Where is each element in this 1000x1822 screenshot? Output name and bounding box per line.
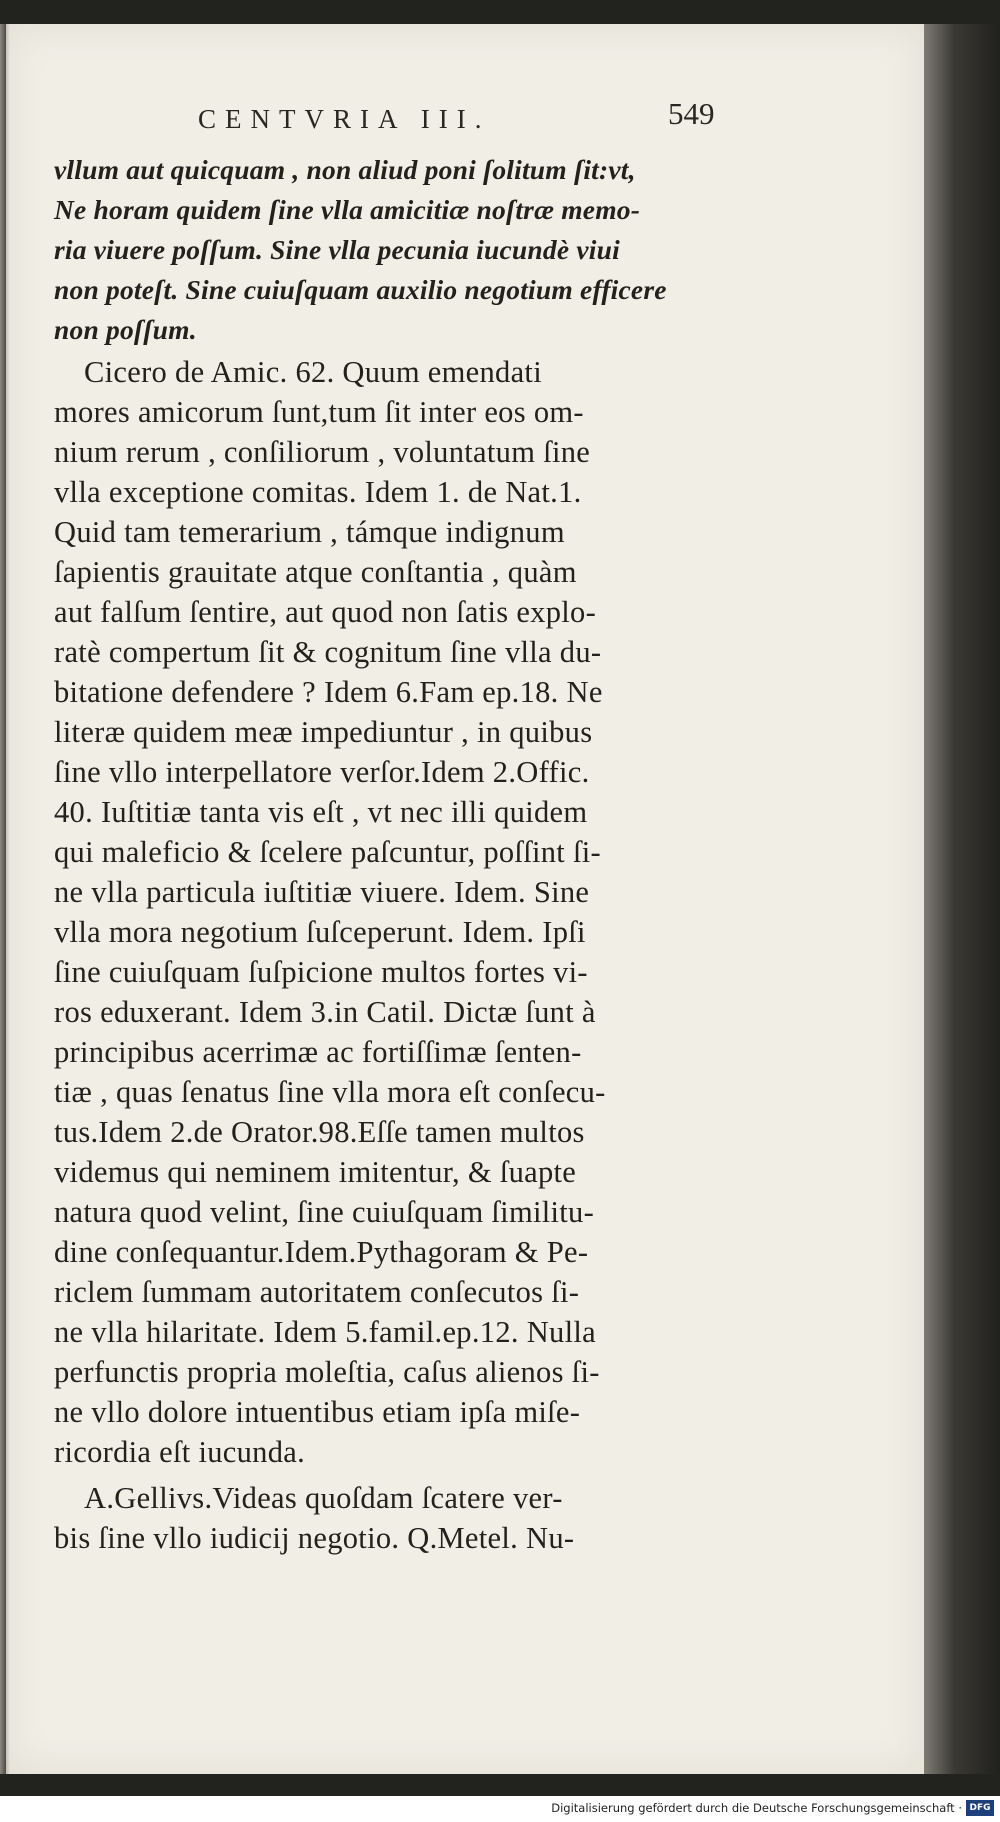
gutter-shadow bbox=[0, 24, 10, 1774]
text-line: tiæ , quas ſenatus ſine vlla mora eſt conſecu- bbox=[54, 1075, 606, 1109]
footer-bar bbox=[0, 1796, 1000, 1822]
text-line: ros eduxerant. Idem 3.in Catil. Dictæ ſunt à bbox=[54, 995, 596, 1029]
page-edge-strip bbox=[924, 24, 1000, 1774]
text-line: 40. Iuſtitiæ tanta vis eſt , vt nec illi quidem bbox=[54, 795, 588, 829]
text-line: riclem ſummam autoritatem conſecutos ſi- bbox=[54, 1275, 580, 1309]
text-line: perfunctis propria moleſtia, caſus alienos ſi- bbox=[54, 1355, 600, 1389]
text-line: literæ quidem meæ impediuntur , in quibus bbox=[54, 715, 593, 749]
text-line: ſine cuiuſquam ſuſpicione multos fortes vi- bbox=[54, 955, 588, 989]
text-line: nium rerum , conſiliorum , voluntatum ſine bbox=[54, 435, 591, 469]
text-line: non poteſt. Sine cuiuſquam auxilio negotium efficere bbox=[54, 274, 667, 305]
text-line: Ne horam quidem ſine vlla amicitiæ noſtræ memo- bbox=[54, 194, 641, 225]
text-line: ſapientis grauitate atque conſtantia , quàm bbox=[54, 555, 577, 589]
text-line: tus.Idem 2.de Orator.98.Eſſe tamen multos bbox=[54, 1115, 585, 1149]
text-line: non poſſum. bbox=[54, 314, 197, 345]
text-line: mores amicorum ſunt,tum ſit inter eos om- bbox=[54, 395, 584, 429]
text-line: qui maleficio & ſcelere paſcuntur, poſſint ſi- bbox=[54, 835, 601, 869]
text-line: ratè compertum ſit & cognitum ſine vlla du- bbox=[54, 635, 602, 669]
text-line: bis ſine vllo iudicij negotio. Q.Metel. Nu- bbox=[54, 1521, 575, 1555]
italic-examples bbox=[54, 150, 754, 350]
text-line: videmus qui neminem imitentur, & ſuapte bbox=[54, 1155, 577, 1189]
text-line: ſine vllo interpellatore verſor.Idem 2.Offic. bbox=[54, 755, 590, 789]
page-header bbox=[70, 82, 730, 142]
text-line: Cicero de Amic. 62. Quum emendati bbox=[84, 355, 542, 389]
page-number: 549 bbox=[668, 96, 715, 131]
text-line: ne vllo dolore intuentibus etiam ipſa miſe- bbox=[54, 1395, 581, 1429]
paragraph-cicero bbox=[54, 352, 754, 1472]
running-head: CENTVRIA III. bbox=[198, 104, 491, 134]
text-line: vlla mora negotium ſuſceperunt. Idem. Ipſi bbox=[54, 915, 586, 949]
text-line: bitatione defendere ? Idem 6.Fam ep.18. Ne bbox=[54, 675, 603, 709]
text-line: Quid tam temerarium , támque indignum bbox=[54, 515, 565, 549]
text-line: vlla exceptione comitas. Idem 1. de Nat.1. bbox=[54, 475, 582, 509]
page-text bbox=[54, 150, 754, 1558]
text-line: ne vlla hilaritate. Idem 5.famil.ep.12. Nulla bbox=[54, 1315, 596, 1349]
text-line: vllum aut quicquam , non aliud poni ſolitum ſit:vt, bbox=[54, 154, 636, 185]
text-line: A.Gellivs.Videas quoſdam ſcatere ver- bbox=[84, 1481, 563, 1515]
text-line: ne vlla particula iuſtitiæ viuere. Idem. Sine bbox=[54, 875, 590, 909]
text-line: dine conſequantur.Idem.Pythagoram & Pe- bbox=[54, 1235, 589, 1269]
text-line: ria viuere poſſum. Sine vlla pecunia iucundè viui bbox=[54, 234, 620, 265]
text-line: ricordia eſt iucunda. bbox=[54, 1435, 306, 1469]
text-line: natura quod velint, ſine cuiuſquam ſimilitu- bbox=[54, 1195, 595, 1229]
text-line: principibus acerrimæ ac fortiſſimæ ſenten- bbox=[54, 1035, 582, 1069]
paragraph-gellius bbox=[54, 1478, 754, 1558]
text-line: aut falſum ſentire, aut quod non ſatis explo- bbox=[54, 595, 597, 629]
funding-credit: Digitalisierung gefördert durch die Deutsche Forschungsgemeinschaft · bbox=[551, 1801, 962, 1815]
dfg-logo-icon: DFG bbox=[966, 1800, 994, 1816]
